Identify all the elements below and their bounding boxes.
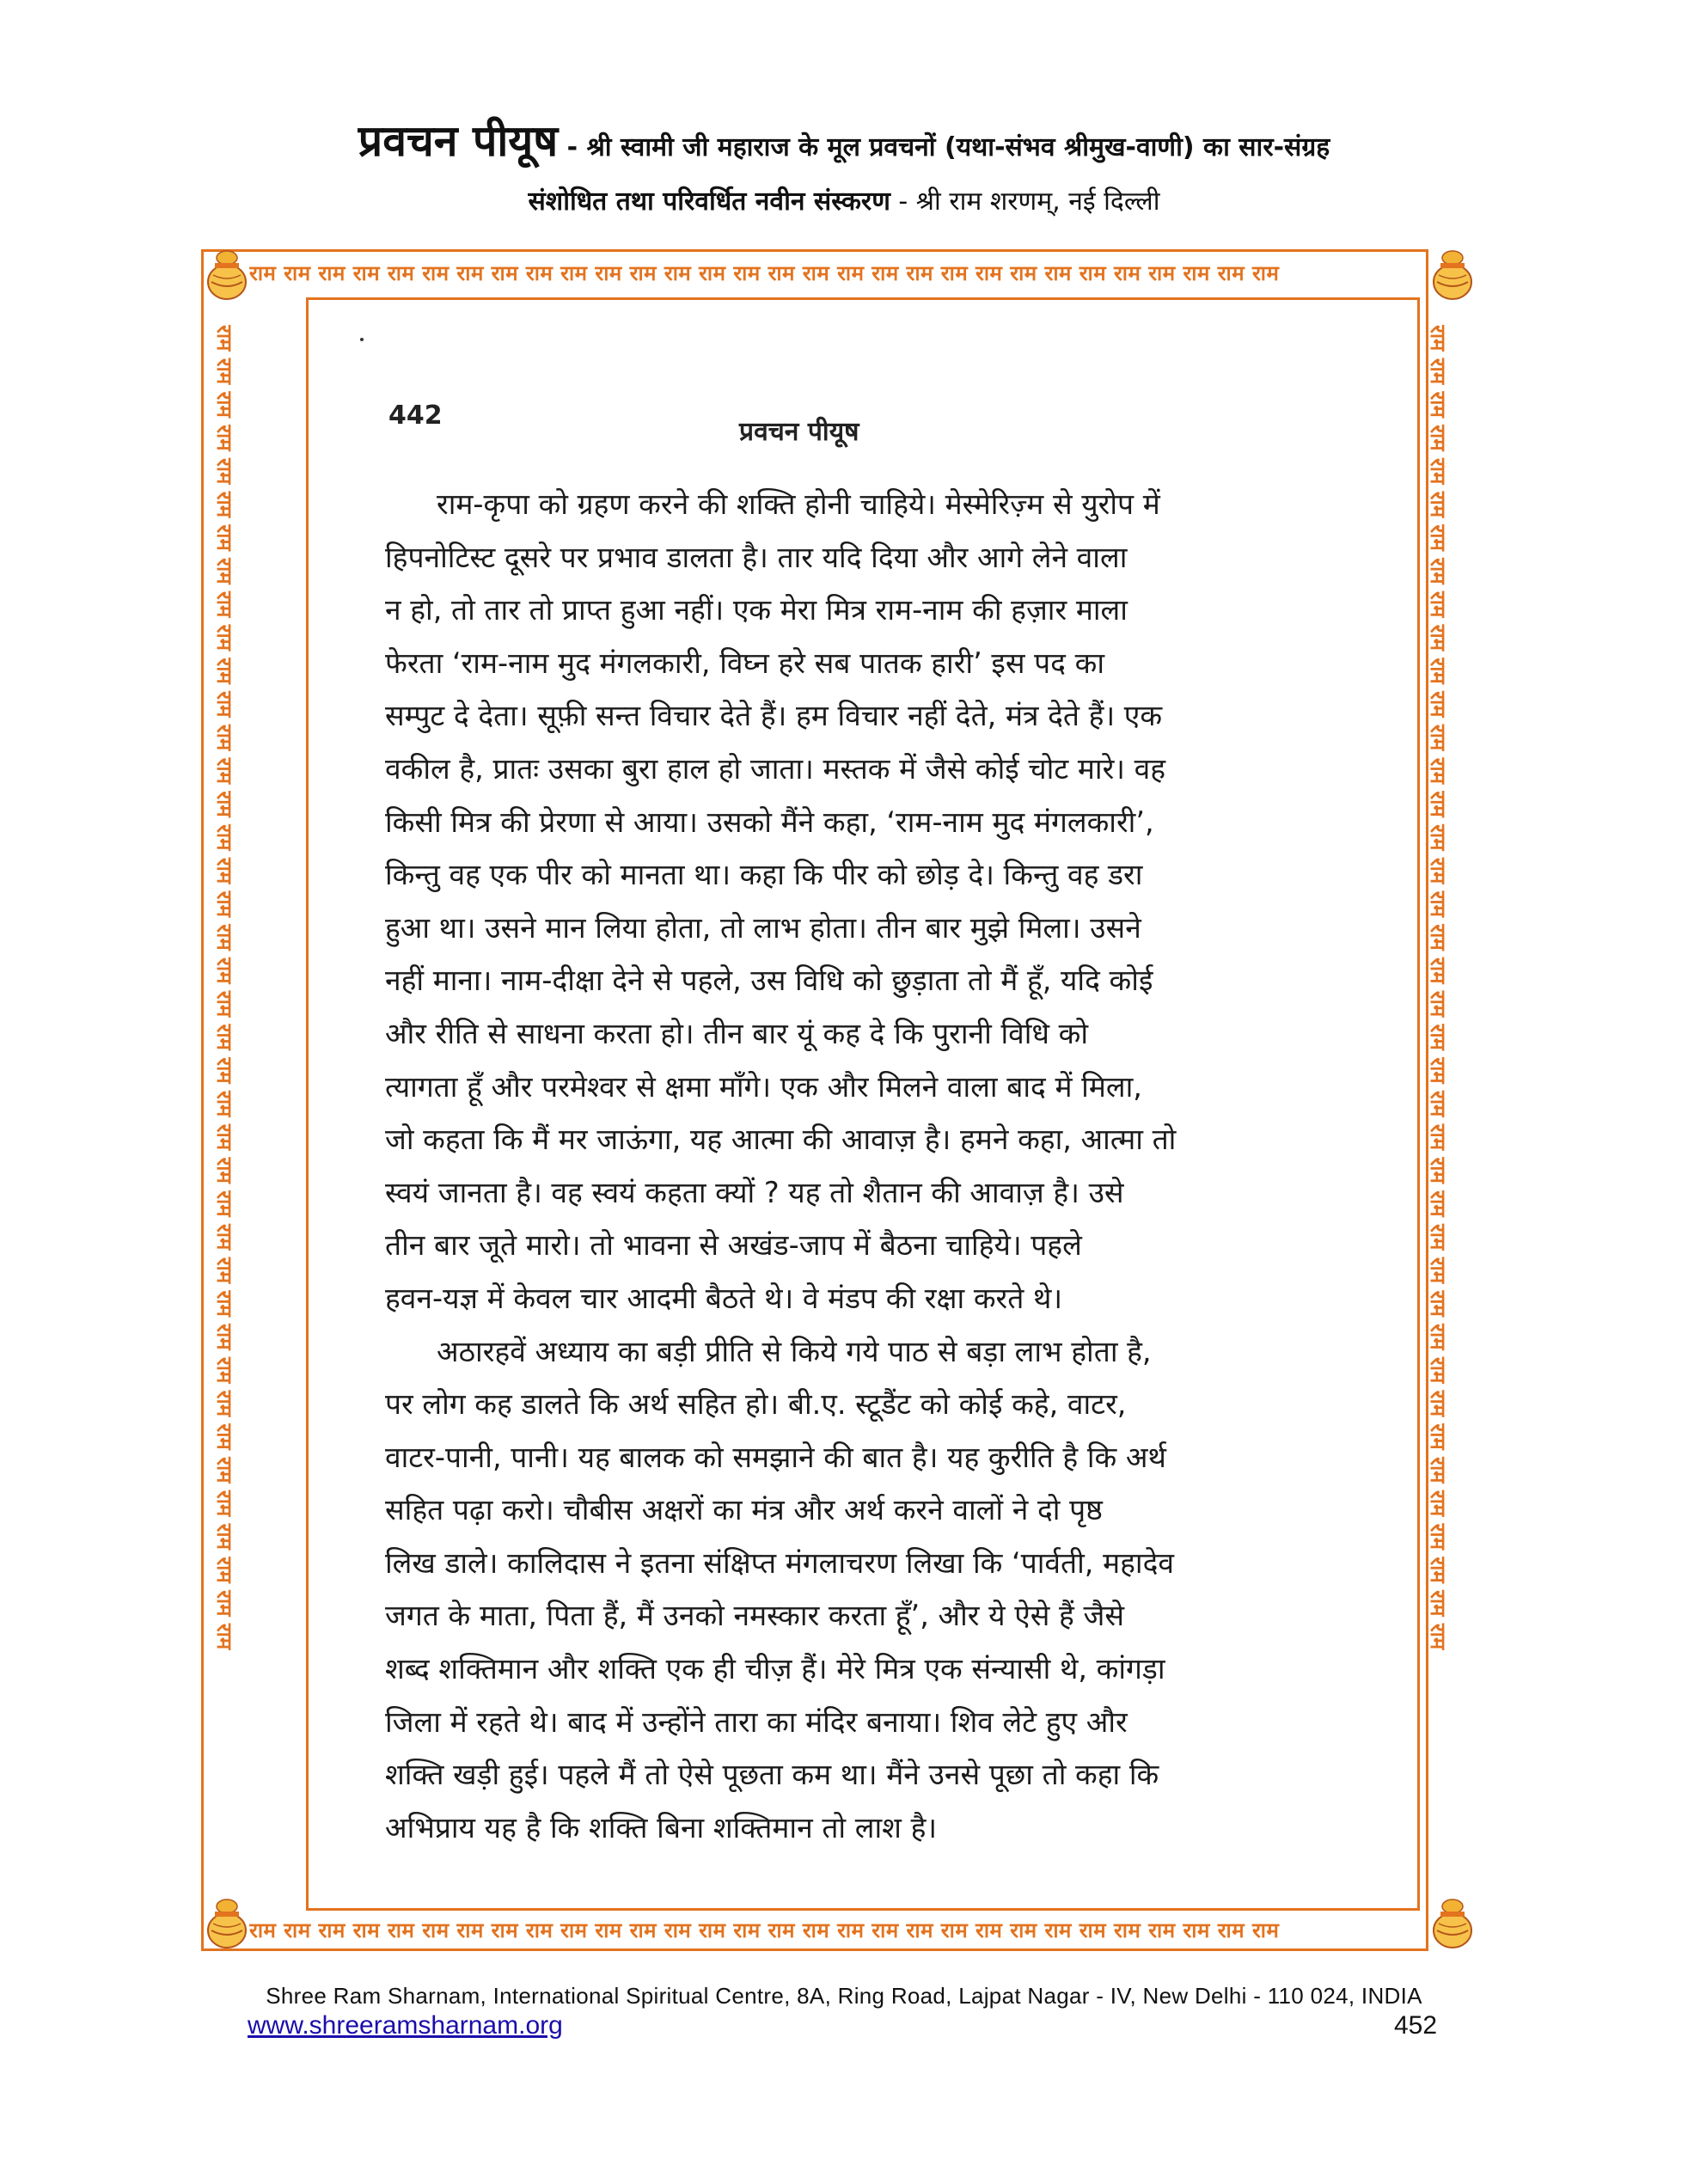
text-line: वकील है, प्रातः उसका बुरा हाल हो जाता। मस्तक में जैसे कोई चोट मारे। वह xyxy=(385,751,1166,786)
edition-label: संशोधित तथा परिवर्धित नवीन संस्करण xyxy=(528,187,890,217)
text-line: हिपनोटिस्ट दूसरे पर प्रभाव डालता है। तार यदि दिया और आगे लेने वाला xyxy=(385,540,1128,574)
text-line: फेरता ‘राम-नाम मुद मंगलकारी, विघ्न हरे सब पातक हारी’ इस पद का xyxy=(385,645,1104,680)
text-line: नहीं माना। नाम-दीक्षा देने से पहले, उस विधि को छुड़ाता तो मैं हूँ, यदि कोई xyxy=(385,964,1153,998)
text-line: राम-कृपा को ग्रहण करने की शक्ति होनी चाहिये। मेस्मेरिज़्म से युरोप में xyxy=(437,487,1160,521)
text-line: किसी मित्र की प्रेरणा से आया। उसको मैंने कहा, ‘राम-नाम मुद मंगलकारी’, xyxy=(385,804,1154,839)
document-title: प्रवचन पीयूष xyxy=(358,116,559,166)
text-line: पर लोग कह डालते कि अर्थ सहित हो। बी.ए. स्टूडैंट को कोई कहे, वाटर, xyxy=(385,1387,1127,1422)
text-line: और रीति से साधना करता हो। तीन बार यूं कह दे कि पुरानी विधि को xyxy=(385,1016,1089,1050)
kalash-icon xyxy=(1428,249,1477,303)
text-line: वाटर-पानी, पानी। यह बालक को समझाने की बात है। यह कुरीति है कि अर्थ xyxy=(385,1440,1166,1474)
text-line: जगत के माता, पिता हैं, मैं उनको नमस्कार करता हूँ’, और ये ऐसे हैं जैसे xyxy=(385,1599,1124,1633)
text-line: सम्पुट दे देता। सूफ़ी सन्त विचार देते हैं। हम विचार नहीं देते, मंत्र देते हैं। एक xyxy=(385,699,1163,733)
edition-publisher: - श्री राम शरणम्, नई दिल्ली xyxy=(890,187,1160,217)
kalash-icon xyxy=(1428,1898,1477,1951)
body-text xyxy=(385,478,1258,1854)
edition-line xyxy=(0,182,1688,217)
text-line: त्यागता हूँ और परमेश्वर से क्षमा माँगे। एक और मिलने वाला बाद में मिला, xyxy=(385,1069,1142,1104)
kalash-icon xyxy=(203,249,251,303)
text-line: शक्ति खड़ी हुई। पहले मैं तो ऐसे पूछता कम था। मैंने उनसे पूछा तो कहा कि xyxy=(385,1758,1159,1792)
ram-border-right: राम राम राम राम राम राम राम राम राम राम राम राम राम राम राम राम राम राम राम राम राम राम राम राम राम राम राम राम राम राम राम राम राम राम राम राम राम राम राम राम xyxy=(1426,325,1450,1650)
scan-speck xyxy=(360,338,364,341)
document-title-line xyxy=(0,110,1688,168)
ram-border-left: राम राम राम राम राम राम राम राम राम राम राम राम राम राम राम राम राम राम राम राम राम राम राम राम राम राम राम राम राम राम राम राम राम राम राम राम राम राम राम राम xyxy=(212,325,236,1650)
text-line: लिख डाले। कालिदास ने इतना संक्षिप्त मंगलाचरण लिखा कि ‘पार्वती, महादेव xyxy=(385,1545,1175,1580)
document-subtitle: श्री स्वामी जी महाराज के मूल प्रवचनों (यथा-संभव श्रीमुख-वाणी) का सार-संग्रह xyxy=(586,132,1330,162)
text-line: अठारहवें अध्याय का बड़ी प्रीति से किये गये पाठ से बड़ा लाभ होता है, xyxy=(437,1334,1152,1368)
text-line: न हो, तो तार तो प्राप्त हुआ नहीं। एक मेरा मित्र राम-नाम की हज़ार माला xyxy=(385,593,1128,627)
running-head: प्रवचन पीयूष xyxy=(739,417,859,447)
text-line: जो कहता कि मैं मर जाऊंगा, यह आत्मा की आवाज़ है। हमने कहा, आत्मा तो xyxy=(385,1123,1177,1157)
footer-address: Shree Ram Sharnam, International Spiritual Centre, 8A, Ring Road, Lajpat Nagar - IV, New Delhi - 110 024, INDIA xyxy=(266,1983,1422,2009)
ram-border-bottom: राम राम राम राम राम राम राम राम राम राम राम राम राम राम राम राम राम राम राम राम राम राम राम राम राम राम राम राम राम राम xyxy=(249,1918,1280,1942)
book-page-number: 442 xyxy=(388,401,443,431)
text-line: शब्द शक्तिमान और शक्ति एक ही चीज़ हैं। मेरे मित्र एक संन्यासी थे, कांगड़ा xyxy=(385,1652,1165,1686)
title-separator: - xyxy=(558,132,587,162)
text-line: अभिप्राय यह है कि शक्ति बिना शक्तिमान तो लाश है। xyxy=(385,1810,938,1844)
text-line: जिला में रहते थे। बाद में उन्होंने तारा का मंदिर बनाया। शिव लेटे हुए और xyxy=(385,1704,1128,1739)
text-line: तीन बार जूते मारो। तो भावना से अखंड-जाप में बैठना चाहिये। पहले xyxy=(385,1228,1082,1263)
text-line: हुआ था। उसने मान लिया होता, तो लाभ होता। तीन बार मुझे मिला। उसने xyxy=(385,910,1141,945)
kalash-icon xyxy=(203,1898,251,1951)
ram-border-top: राम राम राम राम राम राम राम राम राम राम राम राम राम राम राम राम राम राम राम राम राम राम राम राम राम राम राम राम राम राम xyxy=(249,261,1280,285)
footer-page-number: 452 xyxy=(1394,2011,1438,2040)
text-line: स्वयं जानता है। वह स्वयं कहता क्यों ? यह तो शैतान की आवाज़ है। उसे xyxy=(385,1175,1124,1209)
website-link[interactable]: www.shreeramsharnam.org xyxy=(248,2011,563,2040)
text-line: हवन-यज्ञ में केवल चार आदमी बैठते थे। वे मंडप की रक्षा करते थे। xyxy=(385,1281,1063,1315)
text-line: किन्तु वह एक पीर को मानता था। कहा कि पीर को छोड़ दे। किन्तु वह डरा xyxy=(385,858,1143,892)
text-line: सहित पढ़ा करो। चौबीस अक्षरों का मंत्र और अर्थ करने वालों ने दो पृष्ठ xyxy=(385,1493,1103,1527)
